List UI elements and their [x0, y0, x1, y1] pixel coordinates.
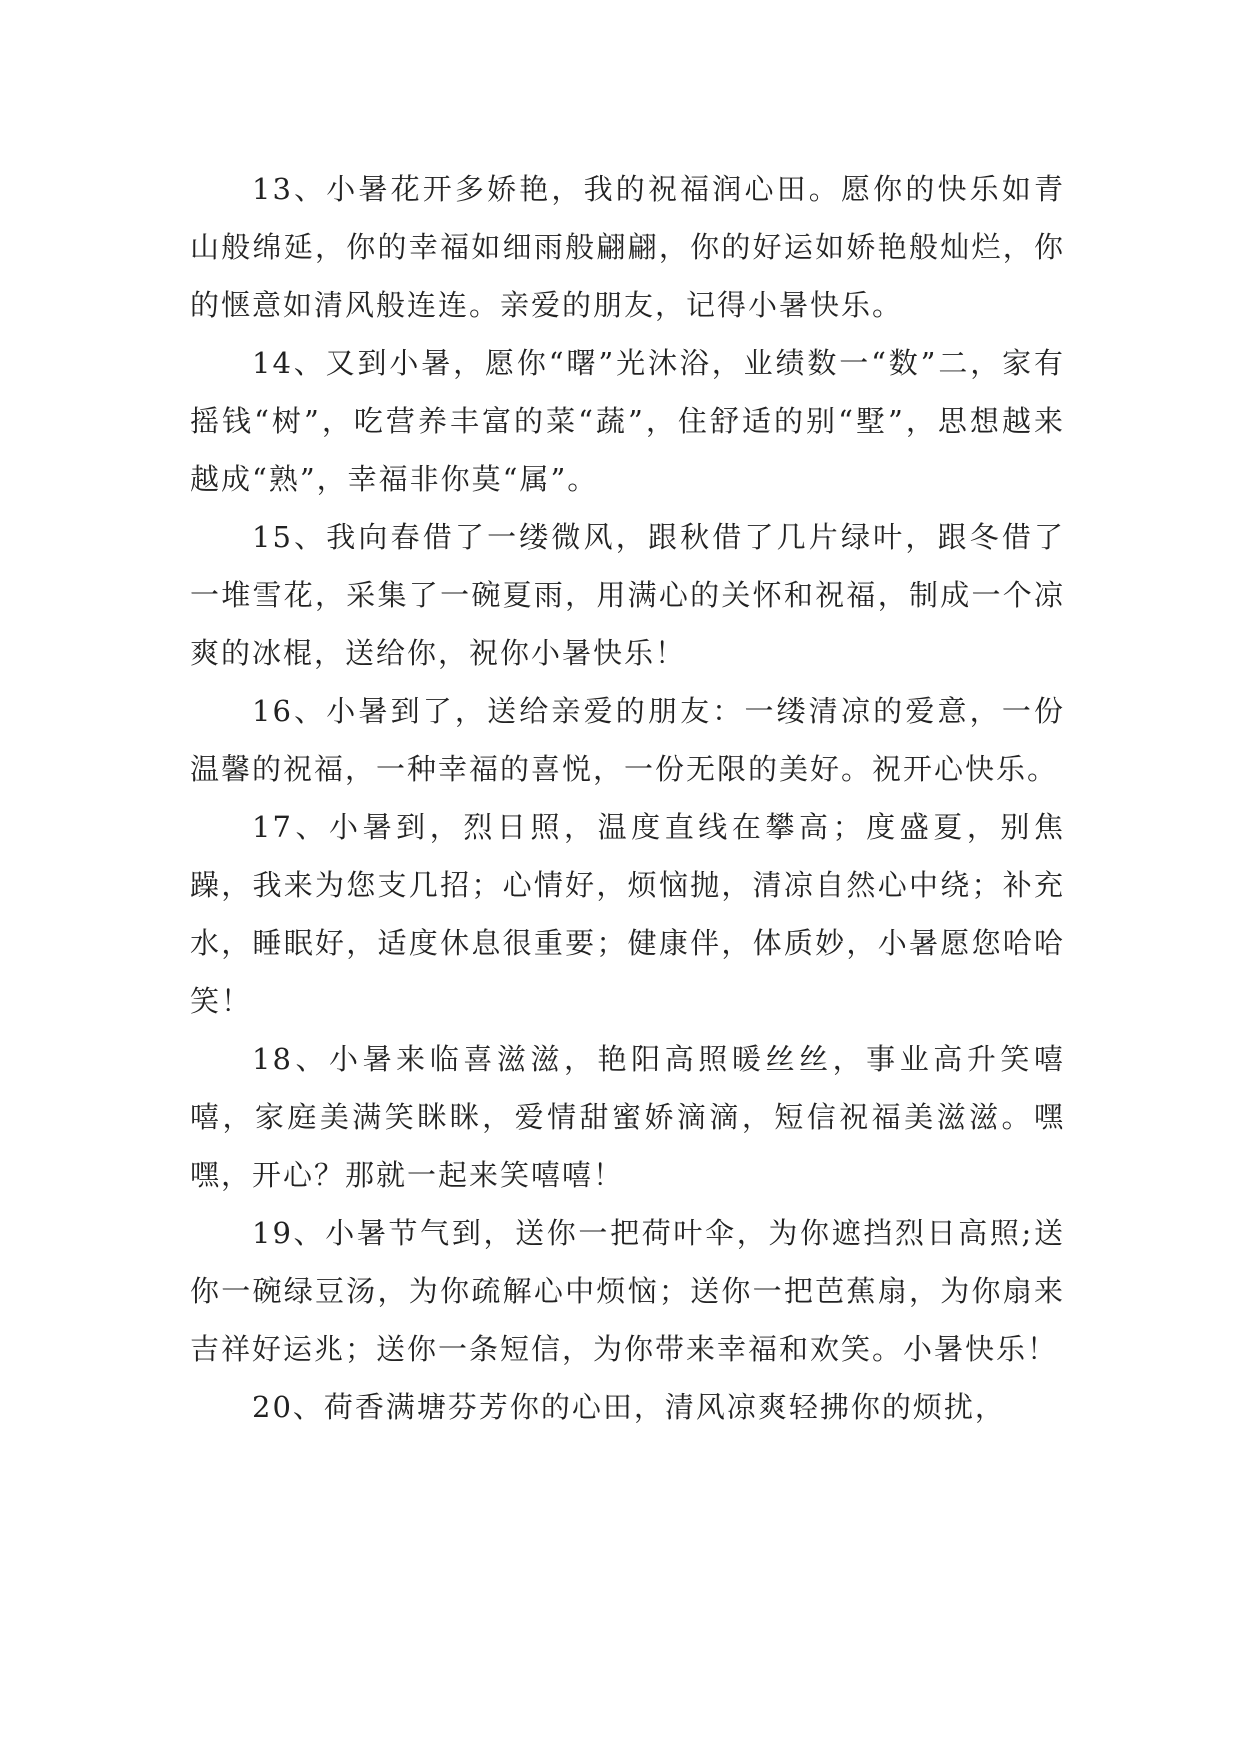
paragraph-20: 20、荷香满塘芬芳你的心田，清风凉爽轻拂你的烦扰，	[252, 1390, 1006, 1424]
paragraph-17: 17、小暑到，烈日照，温度直线在攀高；度盛夏，别焦躁，我来为您支几招；心情好，烦恼抛，清凉自然心中绕；补充水，睡眠好，适度休息很重要；健康伴，体质妙，小暑愿您哈哈笑！	[190, 810, 1065, 1018]
paragraph-16: 16、小暑到了，送给亲爱的朋友：一缕清凉的爱意，一份温馨的祝福，一种幸福的喜悦，一份无限的美好。祝开心快乐。	[190, 694, 1065, 786]
paragraph-14: 14、又到小暑，愿你“曙”光沐浴，业绩数一“数”二，家有摇钱“树”，吃营养丰富的菜“蔬”，住舒适的别“墅”，思想越来越成“熟”，幸福非你莫“属”。	[190, 346, 1065, 496]
document-body	[190, 160, 1065, 1436]
paragraph-18: 18、小暑来临喜滋滋，艳阳高照暖丝丝，事业高升笑嘻嘻，家庭美满笑眯眯，爱情甜蜜娇滴滴，短信祝福美滋滋。嘿嘿，开心？那就一起来笑嘻嘻！	[190, 1042, 1065, 1192]
paragraph-13: 13、小暑花开多娇艳，我的祝福润心田。愿你的快乐如青山般绵延，你的幸福如细雨般翩翩，你的好运如娇艳般灿烂，你的惬意如清风般连连。亲爱的朋友，记得小暑快乐。	[190, 172, 1065, 322]
paragraph-15: 15、我向春借了一缕微风，跟秋借了几片绿叶，跟冬借了一堆雪花，采集了一碗夏雨，用满心的关怀和祝福，制成一个凉爽的冰棍，送给你，祝你小暑快乐！	[190, 520, 1065, 670]
paragraph-19: 19、小暑节气到，送你一把荷叶伞，为你遮挡烈日高照;送你一碗绿豆汤，为你疏解心中烦恼；送你一把芭蕉扇，为你扇来吉祥好运兆；送你一条短信，为你带来幸福和欢笑。小暑快乐！	[190, 1216, 1065, 1366]
